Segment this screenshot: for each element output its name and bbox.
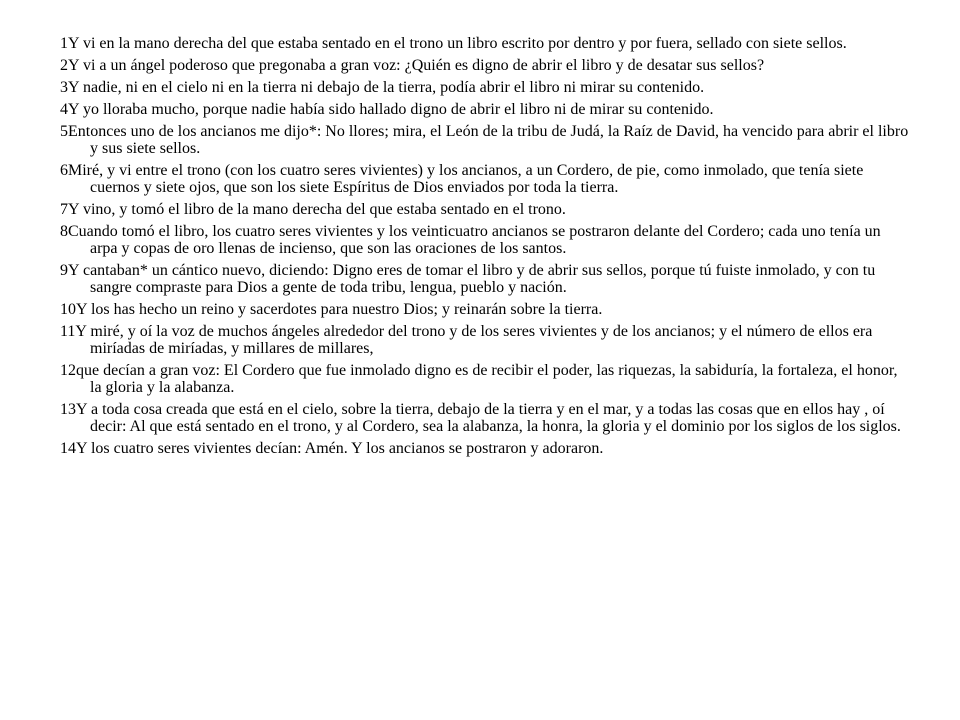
verse-13: 13Y a toda cosa creada que está en el cielo, sobre la tierra, debajo de la tierra y en el mar, y a todas las cosas que en ellos hay , oí decir: Al que está sentado en el trono, y al Cordero, sea la alabanza, la honra, la gloria y el dominio por los siglos de los siglos. [60,401,901,435]
verse-1: 1Y vi en la mano derecha del que estaba sentado en el trono un libro escrito por dentro y por fuera, sellado con siete sellos. [60,35,847,52]
verse-10: 10Y los has hecho un reino y sacerdotes para nuestro Dios; y reinarán sobre la tierra. [60,301,603,318]
verse-12: 12que decían a gran voz: El Cordero que fue inmolado digno es de recibir el poder, las riquezas, la sabiduría, la fortaleza, el honor, la gloria y la alabanza. [60,362,898,396]
verse-5: 5Entonces uno de los ancianos me dijo*: No llores; mira, el León de la tribu de Judá, la Raíz de David, ha vencido para abrir el libro y sus siete sellos. [60,123,909,157]
verse-2: 2Y vi a un ángel poderoso que pregonaba a gran voz: ¿Quién es digno de abrir el libro y de desatar sus sellos? [60,57,765,74]
verse-4: 4Y yo lloraba mucho, porque nadie había sido hallado digno de abrir el libro ni de mirar su contenido. [60,101,714,118]
verse-3: 3Y nadie, ni en el cielo ni en la tierra ni debajo de la tierra, podía abrir el libro ni mirar su contenido. [60,79,705,96]
verse-9: 9Y cantaban* un cántico nuevo, diciendo: Digno eres de tomar el libro y de abrir sus sellos, porque tú fuiste inmolado, y con tu sangre compraste para Dios a gente de toda tribu, lengua, pueblo y nación. [60,262,876,296]
verse-6: 6Miré, y vi entre el trono (con los cuatro seres vivientes) y los ancianos, a un Cordero, de pie, como inmolado, que tenía siete cuernos y siete ojos, que son los siete Espíritus de Dios enviados por toda la tierra. [60,162,864,196]
verse-7: 7Y vino, y tomó el libro de la mano derecha del que estaba sentado en el trono. [60,201,566,218]
verse-11: 11Y miré, y oí la voz de muchos ángeles alrededor del trono y de los seres vivientes y de los ancianos; y el número de ellos era miríadas de miríadas, y millares de millares, [60,323,873,357]
verse-list [60,35,910,462]
verse-14: 14Y los cuatro seres vivientes decían: Amén. Y los ancianos se postraron y adoraron. [60,440,604,457]
verse-8: 8Cuando tomó el libro, los cuatro seres vivientes y los veinticuatro ancianos se postraron delante del Cordero; cada uno tenía un arpa y copas de oro llenas de incienso, que son las oraciones de los santos. [60,223,881,257]
